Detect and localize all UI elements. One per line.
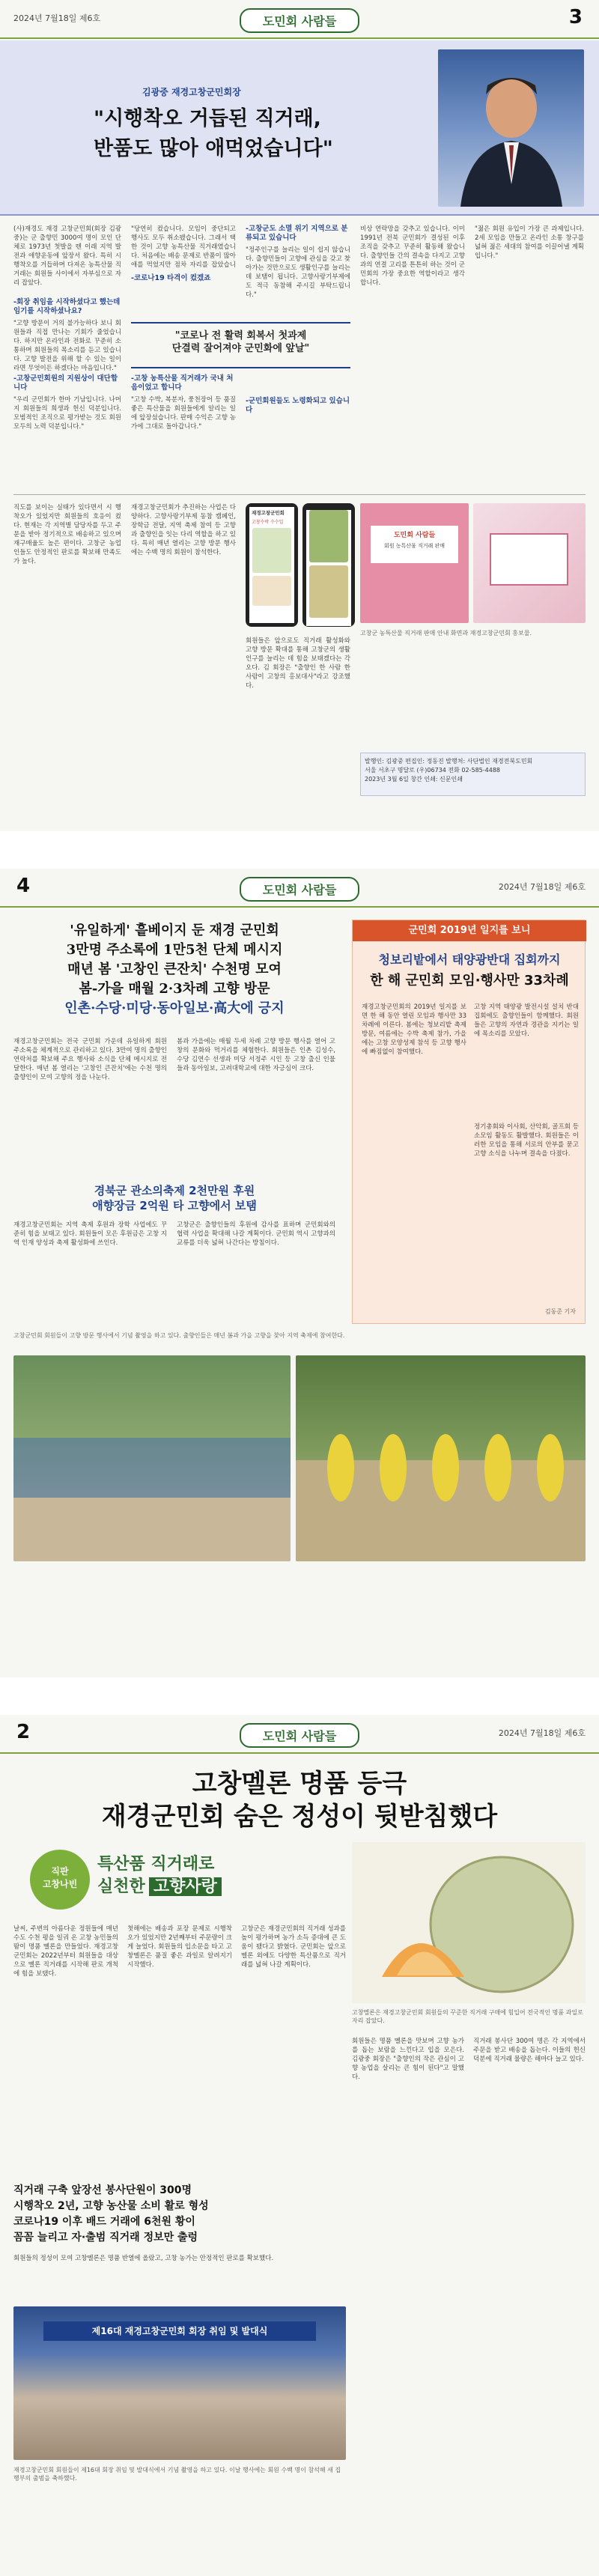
photo-caption: 고창군민회 회원들이 고향 방문 행사에서 기념 촬영을 하고 있다. 출향인들은 매년 봄과 가을 고향을 찾아 지역 축제에 참여한다. bbox=[13, 1332, 345, 1339]
issue-date: 2024년 7월18일 제6호 bbox=[498, 882, 586, 892]
main-headline bbox=[0, 1767, 599, 1833]
column-4 bbox=[360, 225, 465, 389]
sub-headline-block bbox=[13, 2183, 346, 2246]
poster-line: 회원 농특산물 직거래 판매 bbox=[383, 543, 446, 549]
headline-line-1: 고창멜론 명품 등극 bbox=[192, 1769, 407, 1799]
article-column-6: 회원들의 정성이 모여 고창멜론은 명품 반열에 올랐고, 고창 농가는 안정적인 판로를 확보했다. bbox=[13, 2255, 274, 2262]
intro-paragraph: (사)재경도 재경 고창군민회(회장 김광중)는 군 출향민 3000여 명이 모인 단체로 1973년 첫발을 뗀 이래 지역 발전과 애향운동에 앞장서 왔다. 특히 시행착오를 거듭하며 다져온 농특산물 직거래는 회원들 사이에서 자부심으로 자리 잡았다. bbox=[13, 225, 121, 287]
dancers-illustration bbox=[296, 1355, 586, 1561]
sidebar-tag: 군민회 2019년 일지를 보니 bbox=[353, 920, 586, 941]
issue-date: 2024년 7월18일 제6호 bbox=[13, 13, 101, 23]
main-headline bbox=[13, 921, 335, 1018]
question-2: -코로나19 타격이 컸겠죠 bbox=[131, 274, 211, 282]
article-column-4: 회원들은 명품 멜론을 맛보며 고향 농가를 돕는 보람을 느낀다고 입을 모은다. 김광중 회장은 "출향인의 작은 관심이 고향 농업을 살리는 큰 힘이 된다"고 말했다. bbox=[352, 2038, 464, 2081]
question-4: -고창군민회원의 지원상이 대단합니다 bbox=[13, 374, 118, 392]
sidebar-headline-2: 한 해 군민회 모임·행사만 33차례 bbox=[370, 973, 569, 988]
question-1: -회장 취임을 시작하셨다고 했는데 임기를 시작하셨나요? bbox=[13, 298, 121, 315]
phone-header: 재경고창군민회 bbox=[252, 510, 285, 516]
phone-product-label: 고창수박 수수입 bbox=[252, 520, 284, 525]
sidebar-headline-1: 청보리밭에서 태양광반대 집회까지 bbox=[378, 953, 561, 967]
issue-date: 2024년 7월18일 제6호 bbox=[498, 1728, 586, 1738]
melon-photo bbox=[352, 1842, 586, 2003]
kicker-line-1: 특산품 직거래로 bbox=[97, 1855, 215, 1874]
column-2 bbox=[131, 225, 236, 315]
question-3: -고창군도 소멸 위기 지역으로 분류되고 있습니다 bbox=[246, 225, 348, 242]
page-number: 4 bbox=[16, 875, 31, 897]
headline-line-2: 재경군민회 숨은 정성이 뒷받침했다 bbox=[101, 1802, 498, 1832]
headline-line-4: 봄-가을 매월 2·3차례 고향 방문 bbox=[79, 981, 270, 997]
photo-caption: 고창멜론은 재경고창군민회 회원들의 꾸준한 직거래 구매에 힘입어 전국적인 명품 과일로 자리 잡았다. bbox=[352, 2009, 583, 2024]
article-column-1: 날씨, 주변의 아름다운 정원들에 매년 수도 수천 평을 일궈 온 고창 농민들의 땀이 명품 멜론을 만들었다. 재경고창군민회는 2022년부터 회원들을 대상으로 멜론 직거래를 시작해 판로 개척에 힘을 보탰다. bbox=[13, 1925, 118, 1978]
product-photo bbox=[473, 503, 586, 623]
column-4-lower bbox=[246, 397, 350, 472]
lower-divider bbox=[13, 494, 586, 495]
column-4-text: 비상 연락망을 갖추고 있습니다. 이미 1991년 전북 군민회가 결성된 이후 조직을 갖추고 꾸준히 활동해 왔습니다. 출향인들 간의 결속을 다지고 고향과의 연결 고리를 튼튼히 하는 것이 군민회의 가장 중요한 역할이라고 생각합니다. bbox=[360, 225, 465, 287]
sidebar-text-1: 재경고창군민회의 2019년 일지를 보면 한 해 동안 열린 모임과 행사만 33차례에 이른다. 봄에는 청보리밭 축제 방문, 여름에는 수박 축제 참가, 가을에는 고창 모양성제 참석 등 고향 행사에 빠짐없이 참여했다. bbox=[362, 1003, 466, 1056]
article-column-2: 첫해에는 배송과 포장 문제로 시행착오가 있었지만 2년째부터 주문량이 크게 늘었다. 회원들의 입소문을 타고 고창멜론은 품질 좋은 과일로 알려지기 시작했다. bbox=[127, 1925, 232, 1969]
article-column-3: 재경고창군민회는 지역 축제 후원과 장학 사업에도 꾸준히 힘을 보태고 있다. 회원들이 모은 후원금은 고창 지역 인재 양성과 축제 활성화에 쓰인다. bbox=[13, 1221, 167, 1247]
newspaper-page-2 bbox=[0, 1715, 599, 2576]
headline-line-1: '유일하게' 흩베이지 둔 재경 군민회 bbox=[70, 923, 279, 938]
masthead-line-2: 서울 서초구 명달로 (우)06734 전화 02-585-4488 bbox=[365, 767, 500, 774]
article-column-4: 고창군은 출향인들의 후원에 감사를 표하며 군민회와의 협력 사업을 확대해 나갈 계획이다. 군민회 역시 고향과의 교류를 더욱 넓혀 나간다는 방침이다. bbox=[177, 1221, 335, 1247]
newspaper-page-3 bbox=[0, 0, 599, 831]
sub-headline-2: 시행착오 2년, 고향 농산물 소비 활로 형성 bbox=[13, 2200, 209, 2212]
page-header bbox=[0, 1715, 599, 1754]
page-number: 2 bbox=[16, 1721, 31, 1743]
section-brand: 도민회 사람들 bbox=[240, 1723, 359, 1748]
poster-photo bbox=[360, 503, 469, 623]
sidebar-text-3: 정기총회와 이사회, 산악회, 골프회 등 소모임 활동도 활발했다. 회원들은 이러한 모임을 통해 서로의 안부를 묻고 고향 소식을 나누며 결속을 다졌다. bbox=[474, 1123, 579, 1158]
sub-headline-1: 직거래 구축 앞장선 봉사단원이 300명 bbox=[13, 2184, 192, 2196]
kicker-line-2: 실천한 bbox=[97, 1877, 145, 1896]
headline-line-2: 3만명 주소록에 1만5천 단체 메시지 bbox=[66, 942, 283, 958]
column-3-text: "정주인구를 늘리는 일이 쉽지 않습니다. 출향민들이 고향에 관심을 갖고 찾아가는 것만으로도 생활인구를 늘리는 데 보탬이 됩니다. 고향사랑기부제에도 적극 동참해 주시길 부탁드립니다." bbox=[246, 246, 350, 299]
newspaper-page-4 bbox=[0, 869, 599, 1677]
lower-column-2: 재경고창군민회가 추진하는 사업은 다양하다. 고향사랑기부제 동참 캠페인, 장학금 전달, 지역 축제 참여 등 고향과 출향인을 잇는 다리 역할을 하고 있다. 특히 매년 열리는 고향 방문 행사에는 수백 명의 회원이 참석한다. bbox=[131, 504, 236, 556]
section-brand: 도민회 사람들 bbox=[240, 8, 359, 33]
sub-headline-1: 경북군 관소의축제 2천만원 후원 bbox=[94, 1184, 255, 1197]
page-number: 3 bbox=[568, 6, 583, 28]
question-5: -고창 농특산물 직거래가 국내 처음이었고 합니다 bbox=[131, 374, 234, 392]
headline-line-1: "시행착오 거듭된 직거래, bbox=[94, 107, 321, 130]
sub-headline bbox=[13, 1183, 335, 1213]
lower-column-3: 회원들은 앞으로도 직거래 활성화와 고향 방문 확대를 통해 고창군의 생활인구를 늘리는 데 힘을 보태겠다는 각오다. 김 회장은 "출향인 한 사람 한 사람이 고창의 홍보대사"라고 강조했다. bbox=[246, 637, 350, 690]
pull-quote-line-2: 단결력 잘어져야 군민화에 앞날" bbox=[171, 343, 310, 354]
column-2-text: "당연히 컸습니다. 모임이 중단되고 행사도 모두 취소됐습니다. 그래서 택한 것이 고향 농특산물 직거래였습니다. 처음에는 배송 문제로 반품이 많아 애를 먹었지만 점차 자리를 잡았습니 bbox=[131, 225, 236, 269]
page-header bbox=[0, 869, 599, 908]
answer-5: "고창 수박, 복분자, 풍천장어 등 품질 좋은 특산물을 회원들에게 알리는 일에 앞장섰습니다. 판매 수익은 고향 농가에 그대로 돌아갑니다." bbox=[131, 396, 236, 431]
answer-1: "고향 방문이 거의 불가능하다 보니 회원들과 직접 만나는 기회가 줄었습니다. 하지만 온라인과 전화로 꾸준히 소통하며 회원들의 목소리를 듣고 있습니다. 고향 발전을 위해 할 수 있는 일이라면 무엇이든 하겠다는 마음입니다." bbox=[13, 320, 121, 372]
masthead-line-1: 발행인: 김광중 편집인: 정동진 발행처: 사단법인 재경전북도민회 bbox=[365, 758, 533, 765]
sub-headline-2: 애향장금 2억원 타 고향에서 보탬 bbox=[92, 1199, 257, 1212]
ceremony-banner: 제16대 재경고창군민회 회장 취임 및 발대식 bbox=[43, 2321, 316, 2341]
kicker-line-3: 고향사랑 bbox=[149, 1877, 222, 1896]
article-column-1: 재경고창군민회는 전국 군민회 가운데 유일하게 회원 주소록을 체계적으로 관리하고 있다. 3만여 명의 출향인 연락처를 확보해 주요 행사와 소식을 단체 메시지로 전달한다. 매년 봄 열리는 '고창인 큰잔치'에는 수천 명의 출향인이 모여 고향의 정을 나눈다. bbox=[13, 1038, 167, 1081]
ceremony-photo bbox=[13, 2306, 346, 2460]
column-3-lower bbox=[131, 374, 236, 479]
interview-banner bbox=[0, 40, 599, 216]
crowd-illustration bbox=[13, 1355, 291, 1561]
melon-illustration bbox=[352, 1842, 586, 2003]
event-photo-right bbox=[296, 1355, 586, 1561]
answer-4: "우리 군민회가 한마 기남입니다. 나머지 회원들의 희생과 헌신 덕분입니다. 모범적인 조직으로 평가받는 것도 회원 모두의 노력 덕분입니다." bbox=[13, 396, 121, 431]
question-6: -군민회원들도 노령화되고 있습니다 bbox=[246, 397, 350, 414]
sidebar-text-2: 고창 지역 태양광 발전시설 설치 반대 집회에도 출향인들이 함께했다. 회원들은 고향의 자연과 경관을 지키는 일에 목소리를 모았다. bbox=[474, 1003, 579, 1038]
kicker bbox=[97, 1853, 344, 1899]
lower-column-1: 직도를 보이는 실태가 있다면서 시 행착오가 있었지만 회원들의 호응이 컸다. 현재는 각 지역별 담당자를 두고 주문을 받아 정기적으로 배송하고 있으며 재구매율도 높은 편이다. 고창군 농업인들도 안정적인 판로를 확보해 만족도가 높다. bbox=[13, 504, 121, 565]
phone-screenshot-left bbox=[246, 503, 298, 627]
column-5 bbox=[475, 225, 584, 389]
badge-line-2: 고창나빈 bbox=[42, 1879, 78, 1889]
sidebar-box bbox=[352, 920, 586, 1324]
article-column-5: 직거래 봉사단 300여 명은 각 지역에서 주문을 받고 배송을 돕는다. 이들의 헌신 덕분에 직거래 물량은 해마다 늘고 있다. bbox=[473, 2038, 586, 2063]
headline-line-2: 반품도 많아 애먹었습니다" bbox=[94, 137, 333, 160]
photo-caption: 고창군 농특산물 직거래 판매 안내 화면과 재경고창군민회 홍보물. bbox=[360, 630, 532, 637]
kicker-line-2-row bbox=[97, 1876, 344, 1899]
poster-title: 도민회 사람들 bbox=[393, 532, 436, 539]
section-brand: 도민회 사람들 bbox=[240, 877, 359, 902]
masthead-box bbox=[360, 753, 586, 796]
page-header bbox=[0, 0, 599, 39]
sub-headline-3: 코로나19 이후 배드 거래에 6천원 황이 bbox=[13, 2216, 195, 2228]
column-5-text: "젊은 회원 유입이 가장 큰 과제입니다. 2세 모임을 만들고 온라인 소통 창구를 넓혀 젊은 세대의 참여를 이끌어낼 계획입니다." bbox=[475, 225, 584, 260]
interview-tag: 김광중 재경고창군민회장 bbox=[142, 87, 241, 97]
masthead-line-3: 2023년 3월 6일 창간 인쇄: 신문인쇄 bbox=[365, 776, 463, 783]
headline-line-3: 매년 봄 '고창인 큰잔치' 수천명 모여 bbox=[67, 962, 282, 977]
portrait-photo bbox=[438, 49, 584, 207]
article-column-3: 고창군은 재경군민회의 직거래 성과를 높이 평가하며 농가 소득 증대에 큰 도움이 됐다고 밝혔다. 군민회는 앞으로 멜론 외에도 다양한 특산품으로 직거래를 넓혀 나갈 계획이다. bbox=[241, 1925, 346, 1969]
event-photo-left bbox=[13, 1355, 291, 1561]
headline-line-5: 인촌·수당·미당·동아일보·高大에 긍지 bbox=[64, 1000, 285, 1016]
sub-headline-4: 꼼꼼 늘리고 자·출범 직거래 정보만 출렁 bbox=[13, 2232, 198, 2244]
column-2-lower bbox=[13, 374, 121, 457]
article-column-2: 봄과 가을에는 매월 두세 차례 고향 방문 행사를 열어 고창의 문화와 먹거리를 체험한다. 회원들은 인촌 김성수, 수당 김연수 선생과 미당 서정주 시인 등 고창 출신 인물들과 동아일보, 고려대학교에 대한 자긍심이 크다. bbox=[177, 1038, 335, 1072]
pull-quote bbox=[131, 322, 350, 368]
portrait-figure bbox=[438, 49, 584, 207]
bottom-caption: 재경고창군민회 회원들이 제16대 회장 취임 및 발대식에서 기념 촬영을 하고 있다. 이날 행사에는 회원 수백 명이 참석해 새 집행부의 출범을 축하했다. bbox=[13, 2467, 341, 2482]
pull-quote-line-1: "코로나 전 활력 회복서 첫과제 bbox=[174, 330, 307, 341]
sidebar-credit: 김동준 기자 bbox=[544, 1308, 576, 1315]
badge-line-1: 직판 bbox=[51, 1866, 69, 1877]
phone-screenshot-right bbox=[302, 503, 355, 627]
kicker-badge bbox=[30, 1850, 90, 1910]
